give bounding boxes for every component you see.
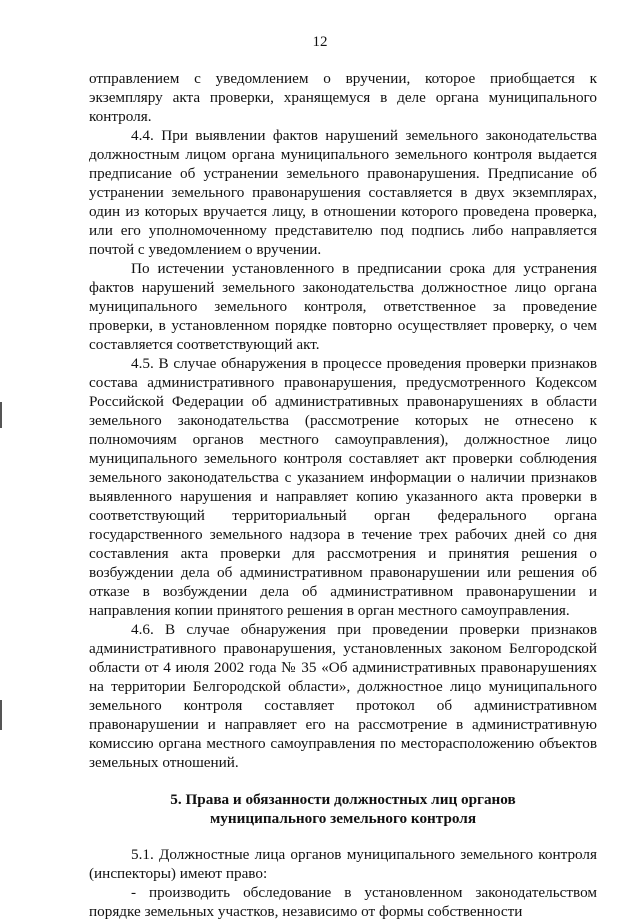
scan-margin-mark: [0, 402, 2, 428]
paragraph-4-5: 4.5. В случае обнаружения в процессе проведения проверки признаков состава административного правонарушения, предусмотренного Кодексом Российской Федерации об административных правонарушениях в области земельного законодательства (рассмотрение которых не отнесено к полномочиям органов местного самоуправления), должностное лицо муниципального земельного контроля составляет акт проверки соблюдения земельного законодательства с указанием информации о наличии признаков выявленного нарушения и направляет копию указанного акта проверки в соответствующий территориальный орган федерального органа государственного земельного надзора в течение трех рабочих дней со дня составления акта проверки для рассмотрения и принятия решения о возбуждении дела об административном правонарушении или решения об отказе в возбуждении дела об административном правонарушении и направления копии принятого решения в орган местного самоуправления.: [89, 355, 597, 619]
paragraph-continuation: отправлением с уведомлением о вручении, которое приобщается к экземпляру акта проверки, хранящемуся в деле органа муниципального контроля.: [89, 70, 597, 125]
paragraph-4-4-followup: По истечении установленного в предписании срока для устранения фактов нарушений земельного законодательства должностное лицо органа муниципального земельного контроля, ответственное за проведение проверки, в установленном порядке повторно осуществляет проверку, о чем составляется соответствующий акт.: [89, 260, 597, 353]
paragraph-4-6: 4.6. В случае обнаружения при проведении проверки признаков административного правонарушения, установленных законом Белгородской области от 4 июля 2002 года № 35 «Об административных правонарушениях на территории Белгородской области», должностное лицо муниципального земельного контроля составляет протокол об административном правонарушении и направляет его на рассмотрение в административную комиссию органа местного самоуправления по месторасположению объектов земельных отношений.: [89, 621, 597, 771]
page-number: 12: [312, 34, 328, 50]
scan-margin-mark: [0, 700, 2, 730]
section-heading-line: муниципального земельного контроля: [209, 810, 477, 827]
section-5-heading: [89, 790, 597, 828]
paragraph-4-4: 4.4. При выявлении фактов нарушений земельного законодательства должностным лицом органа муниципального земельного контроля выдается предписание об устранении земельного правонарушения. Предписание об устранении земельного правонарушения составляется в двух экземплярах, один из которых вручается лицу, в отношении которого проведена проверка, или его уполномоченному представителю под подпись либо направляется почтой с уведомлением о вручении.: [89, 127, 597, 258]
document-body: [89, 69, 597, 921]
paragraph-5-1: 5.1. Должностные лица органов муниципального земельного контроля (инспекторы) имеют право:: [89, 846, 597, 882]
section-heading-line: 5. Права и обязанности должностных лиц органов: [170, 791, 516, 808]
paragraph-5-1-item: - производить обследование в установленном законодательством порядке земельных участков, независимо от формы собственности: [89, 884, 597, 920]
